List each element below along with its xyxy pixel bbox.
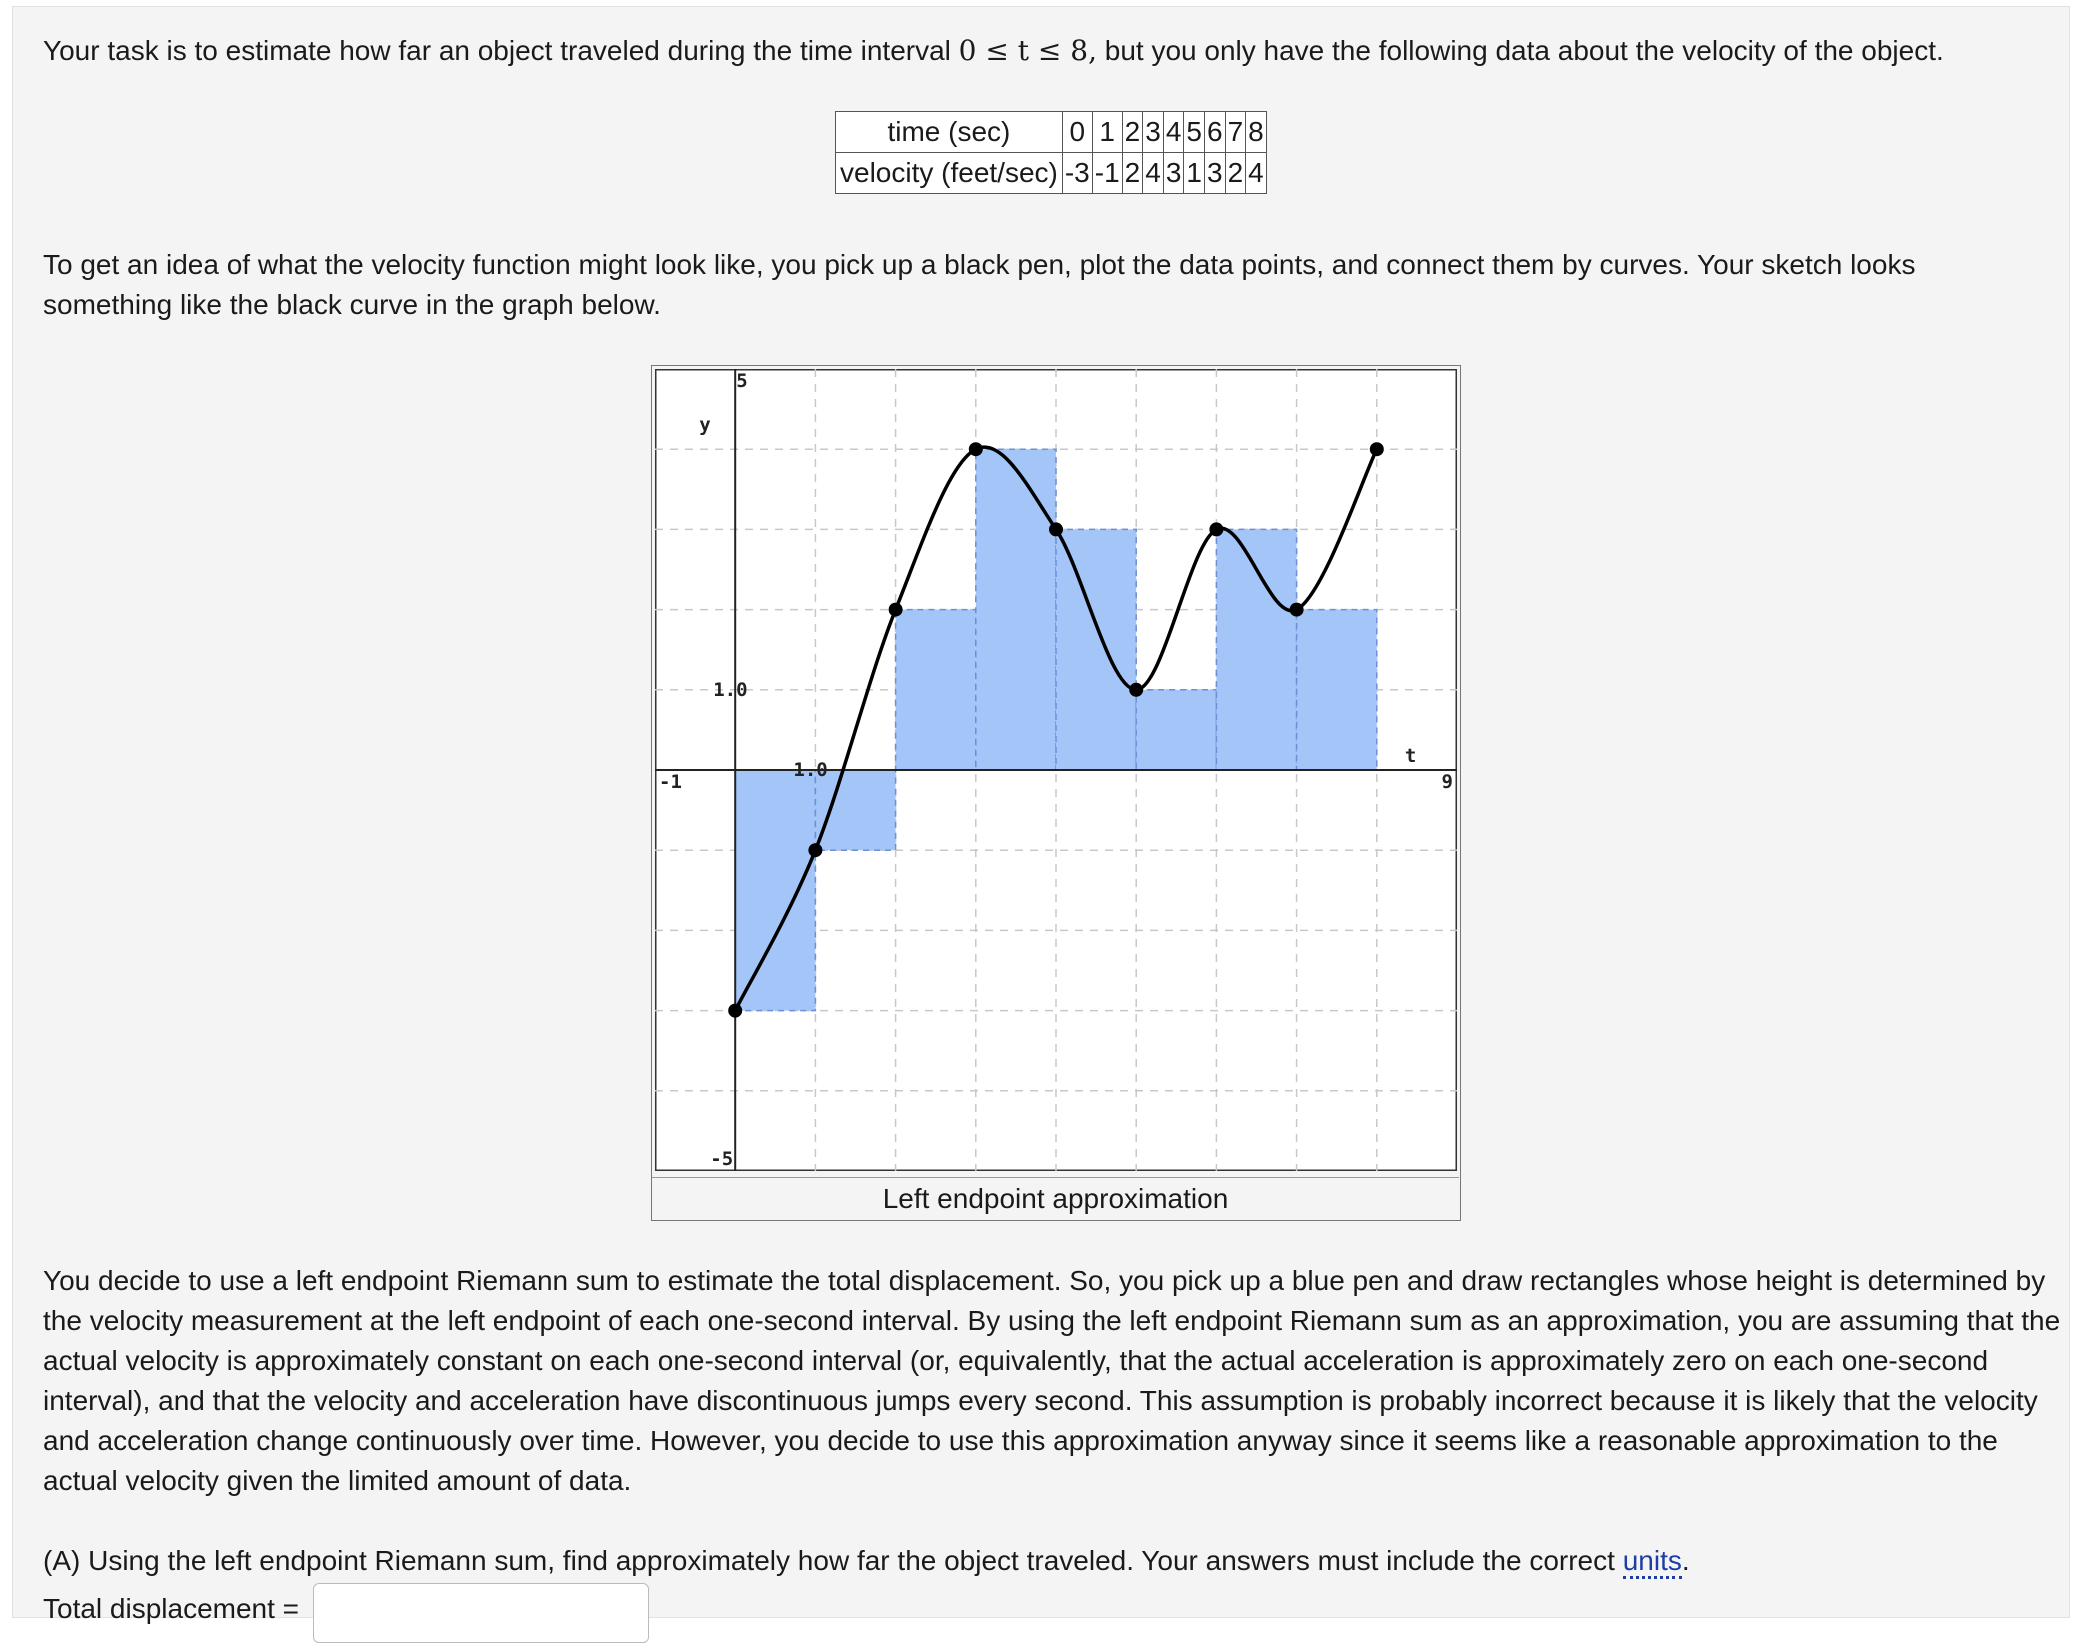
problem-panel: [12, 6, 2070, 1624]
data-point: [889, 603, 903, 617]
riemann-rectangle: [1056, 529, 1136, 770]
intro-text: Your task is to estimate how far an object traveled during the time interval 0 ≤ t ≤ 8, but you only have the following data about the velocity of the object.: [43, 34, 1944, 67]
interval-math: 0 ≤ t ≤ 8,: [958, 34, 1097, 67]
velocity-data-table: [835, 111, 1267, 194]
y-min-tick-label: -5: [710, 1148, 734, 1170]
chart-caption: Left endpoint approximation: [652, 1177, 1459, 1220]
x-min-tick-label: -1: [659, 771, 682, 793]
data-point: [1370, 442, 1384, 456]
total-displacement-input[interactable]: [313, 1583, 649, 1643]
time-header: time (sec): [836, 112, 1063, 153]
data-point: [1209, 522, 1223, 536]
data-point: [969, 442, 983, 456]
riemann-description: You decide to use a left endpoint Riemann sum to estimate the total displacement. So, you pick up a blue pen and draw rectangles whose height is determined by the velocity measurement at the left endpoint of each one-second interval. By using the left endpoint Riemann sum as an approximation, you are assuming that the actual velocity is approximately constant on each one-second interval (or, equivalently, that the actual acceleration is approximately zero on each one-second interval), and that the velocity and acceleration have discontinuous jumps every second. This assumption is probably incorrect because it is likely that the velocity and acceleration change continuously over time. However, you decide to use this approximation anyway since it seems like a reasonable approximation to the actual velocity given the limited amount of data.: [43, 1265, 2061, 1496]
time-row: time (sec) 0 1 2 3 4 5 6 7 8: [836, 112, 1267, 153]
data-point: [1049, 522, 1063, 536]
riemann-rectangle: [896, 610, 976, 770]
graph-frame: [651, 365, 1461, 1221]
x-unit-tick-label: 1.0: [793, 759, 828, 781]
data-point: [1129, 683, 1143, 697]
velocity-row: velocity (feet/sec) -3 -1 2 4 3 1 3 2 4: [836, 153, 1267, 194]
answer-row: [43, 1589, 649, 1643]
y-axis-label: y: [699, 414, 711, 437]
riemann-rectangle: [1216, 529, 1296, 770]
y-max-tick-label: 5: [736, 370, 748, 392]
riemann-rectangle: [976, 449, 1056, 770]
answer-label: Total displacement =: [43, 1593, 300, 1624]
data-point: [1290, 603, 1304, 617]
riemann-rectangle: [1297, 610, 1377, 770]
velocity-chart: [655, 369, 1457, 1171]
velocity-header: velocity (feet/sec): [836, 153, 1063, 194]
riemann-rectangle: [815, 770, 895, 850]
data-point: [728, 1004, 742, 1018]
y-unit-tick-label: 1.0: [713, 678, 748, 701]
x-axis-label: t: [1404, 745, 1417, 767]
data-point: [808, 843, 822, 857]
question-a: (A) Using the left endpoint Riemann sum, find approximately how far the object traveled. Your answers must include the correct units.: [43, 1541, 1690, 1581]
units-link[interactable]: units: [1623, 1545, 1682, 1579]
x-max-tick-label: 9: [1441, 771, 1453, 793]
sketch-description: To get an idea of what the velocity function might look like, you pick up a black pen, plot the data points, and connect them by curves. Your sketch looks something like the black curve in the graph below.: [43, 249, 1916, 320]
riemann-rectangle: [735, 770, 815, 1011]
riemann-rectangle: [1136, 690, 1216, 770]
